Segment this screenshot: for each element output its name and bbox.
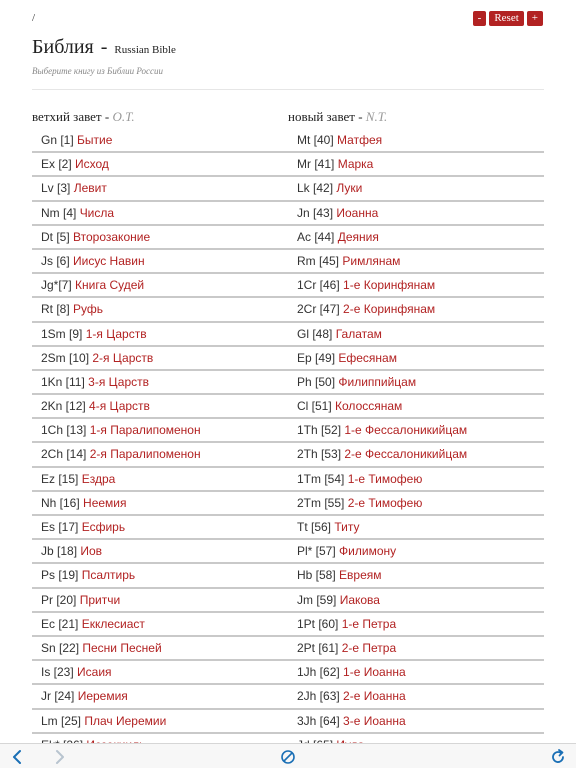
book-name-link[interactable]: Второзаконие xyxy=(73,229,151,244)
book-name-link[interactable]: Филиппийцам xyxy=(338,374,417,389)
new-testament-column xyxy=(288,108,544,758)
book-item[interactable] xyxy=(32,468,288,492)
zoom-controls xyxy=(473,11,543,26)
book-ref: 1Sm [9] xyxy=(41,326,83,341)
book-name-link[interactable]: 3-е Иоанна xyxy=(343,713,406,728)
book-item[interactable] xyxy=(288,298,544,322)
book-item[interactable] xyxy=(288,250,544,274)
book-item[interactable] xyxy=(288,589,544,613)
book-item[interactable] xyxy=(32,250,288,274)
old-testament-heading-text: ветхий завет - xyxy=(32,109,110,124)
page-subtitle: Выберите книгу из Библии России xyxy=(32,66,163,76)
browser-toolbar xyxy=(0,743,576,768)
book-ref: 3Jh [64] xyxy=(297,713,340,728)
book-ref: Jb [18] xyxy=(41,544,78,559)
book-ref: Pl* [57] xyxy=(297,544,336,559)
book-item[interactable] xyxy=(32,395,288,419)
book-item[interactable] xyxy=(288,226,544,250)
book-name-link[interactable]: Титу xyxy=(334,520,360,534)
book-item[interactable] xyxy=(32,323,288,347)
book-ref: Gl [48] xyxy=(297,326,333,341)
page-title xyxy=(32,36,176,59)
book-item[interactable] xyxy=(288,371,544,395)
breadcrumb[interactable]: / xyxy=(32,12,36,24)
book-ref: Cl [51] xyxy=(297,399,332,414)
book-name-link[interactable]: Иисус Навин xyxy=(73,253,145,268)
new-testament-heading xyxy=(288,108,544,129)
book-ref: Ps [19] xyxy=(41,568,79,583)
book-ref: 2Cr [47] xyxy=(297,302,340,317)
book-item[interactable] xyxy=(32,492,288,516)
book-name-link[interactable]: Песни Песней xyxy=(82,640,162,655)
book-item[interactable] xyxy=(32,226,288,250)
book-ref: 2Ch [14] xyxy=(41,447,87,462)
book-ref: Ec [21] xyxy=(41,616,79,631)
new-testament-list xyxy=(288,129,544,758)
book-name-link[interactable]: Бытие xyxy=(77,133,113,147)
book-name-link[interactable]: 3-я Царств xyxy=(88,374,150,389)
new-testament-heading-text: новый завет - xyxy=(288,109,363,124)
book-item[interactable] xyxy=(288,419,544,443)
book-item[interactable] xyxy=(32,661,288,685)
book-name-link[interactable]: Иов xyxy=(80,544,103,559)
book-item[interactable] xyxy=(32,419,288,443)
book-name-link[interactable]: Плач Иеремии xyxy=(84,713,167,728)
book-ref: 2Kn [12] xyxy=(41,399,86,414)
forward-icon[interactable] xyxy=(50,748,68,766)
book-ref: Ep [49] xyxy=(297,350,336,365)
book-item[interactable] xyxy=(32,298,288,322)
book-ref: Pr [20] xyxy=(41,592,77,607)
book-item[interactable] xyxy=(288,347,544,371)
book-name-link[interactable]: Матфея xyxy=(337,133,383,147)
book-name-link[interactable]: 1-я Царств xyxy=(85,326,147,341)
book-ref: Tt [56] xyxy=(297,520,332,534)
book-item[interactable] xyxy=(288,153,544,177)
book-name-link[interactable]: Псалтирь xyxy=(81,568,136,583)
book-name-link[interactable]: 1-я Паралипоменон xyxy=(89,423,201,438)
book-name-link[interactable]: Левит xyxy=(73,181,107,196)
book-name-link[interactable]: Деяния xyxy=(337,229,379,244)
book-item[interactable] xyxy=(288,443,544,467)
book-item[interactable] xyxy=(288,613,544,637)
book-name-link[interactable]: 2-е Петра xyxy=(341,640,397,655)
book-ref: Gn [1] xyxy=(41,133,74,147)
old-testament-column xyxy=(32,108,288,758)
old-testament-heading xyxy=(32,108,288,129)
book-ref: Ez [15] xyxy=(41,471,79,486)
book-ref: Rm [45] xyxy=(297,253,340,268)
book-ref: Sn [22] xyxy=(41,640,80,655)
book-item[interactable] xyxy=(32,177,288,201)
book-name-link[interactable]: Екклесиаст xyxy=(81,616,145,631)
book-ref: Ac [44] xyxy=(297,229,335,244)
book-name-link[interactable]: Галатам xyxy=(335,326,382,341)
book-item[interactable] xyxy=(32,564,288,588)
book-name-link[interactable]: Числа xyxy=(79,205,115,220)
new-testament-abbr: N.T. xyxy=(365,109,388,124)
book-item[interactable] xyxy=(288,710,544,734)
book-ref: 2Pt [61] xyxy=(297,640,339,655)
book-ref: Jm [59] xyxy=(297,592,337,607)
book-name-link[interactable]: 1-е Иоанна xyxy=(343,665,406,680)
book-ref: Ex [2] xyxy=(41,157,72,172)
book-name-link[interactable]: Ездра xyxy=(81,471,116,486)
book-ref: 2Jh [63] xyxy=(297,689,340,704)
book-ref: 1Tm [54] xyxy=(297,471,345,486)
book-name-link[interactable]: Есфирь xyxy=(81,520,126,534)
book-item[interactable] xyxy=(288,177,544,201)
book-item[interactable] xyxy=(32,274,288,298)
book-item[interactable] xyxy=(32,613,288,637)
zoom-in-button[interactable]: + xyxy=(527,11,543,26)
book-ref: Es [17] xyxy=(41,520,79,534)
book-name-link[interactable]: Книга Судей xyxy=(75,278,145,293)
book-ref: 1Cr [46] xyxy=(297,278,340,293)
page-title-sub: Russian Bible xyxy=(114,44,176,56)
book-name-link[interactable]: Колоссянам xyxy=(335,399,403,414)
book-ref: Nh [16] xyxy=(41,495,80,510)
stop-icon[interactable] xyxy=(279,748,297,766)
book-item[interactable] xyxy=(32,347,288,371)
zoom-reset-button[interactable]: Reset xyxy=(489,11,523,26)
book-item[interactable] xyxy=(32,371,288,395)
book-name-link[interactable]: 1-е Фессалоникийцам xyxy=(344,423,468,438)
book-item[interactable] xyxy=(288,129,544,153)
book-ref: 1Pt [60] xyxy=(297,616,339,631)
book-item[interactable] xyxy=(288,492,544,516)
old-testament-abbr: O.T. xyxy=(112,109,135,124)
book-ref: Lk [42] xyxy=(297,181,334,196)
book-item[interactable] xyxy=(32,685,288,709)
book-item[interactable] xyxy=(288,516,544,540)
book-name-link[interactable]: Иеремия xyxy=(77,689,128,704)
book-ref: 1Jh [62] xyxy=(297,665,340,680)
book-name-link[interactable]: Евреям xyxy=(339,568,382,583)
book-name-link[interactable]: Ефесянам xyxy=(338,350,397,365)
book-name-link[interactable]: Притчи xyxy=(79,592,121,607)
book-ref: Js [6] xyxy=(41,253,70,268)
book-name-link[interactable]: 4-я Царств xyxy=(89,399,150,414)
book-item[interactable] xyxy=(288,685,544,709)
header-divider xyxy=(32,89,544,90)
book-item[interactable] xyxy=(288,274,544,298)
book-item[interactable] xyxy=(288,661,544,685)
book-item[interactable] xyxy=(288,564,544,588)
book-name-link[interactable]: Исход xyxy=(75,157,109,172)
book-name-link[interactable]: Иакова xyxy=(339,592,380,607)
book-ref: Jg*[7] xyxy=(41,278,72,293)
book-ref: 2Tm [55] xyxy=(297,495,345,510)
book-name-link[interactable]: Исаия xyxy=(77,665,112,680)
book-name-link[interactable]: Луки xyxy=(336,181,363,196)
book-ref: 2Th [53] xyxy=(297,447,342,462)
book-item[interactable] xyxy=(288,323,544,347)
book-name-link[interactable]: Иоанна xyxy=(336,205,379,220)
book-name-link[interactable]: Руфь xyxy=(73,302,104,317)
zoom-out-button[interactable]: - xyxy=(473,11,487,26)
book-name-link[interactable]: 1-е Коринфянам xyxy=(343,278,436,293)
book-ref: Lm [25] xyxy=(41,713,82,728)
book-name-link[interactable]: Римлянам xyxy=(342,253,401,268)
book-item[interactable] xyxy=(32,637,288,661)
book-item[interactable] xyxy=(32,710,288,734)
book-name-link[interactable]: 2-е Иоанна xyxy=(343,689,406,704)
book-item[interactable] xyxy=(32,516,288,540)
book-item[interactable] xyxy=(32,129,288,153)
book-item[interactable] xyxy=(288,540,544,564)
book-name-link[interactable]: 2-е Фессалоникийцам xyxy=(344,447,468,462)
old-testament-list xyxy=(32,129,288,758)
book-item[interactable] xyxy=(32,443,288,467)
book-name-link[interactable]: 2-я Царств xyxy=(92,350,154,365)
book-ref: 1Ch [13] xyxy=(41,423,87,438)
book-ref: Dt [5] xyxy=(41,229,70,244)
book-ref: Nm [4] xyxy=(41,205,77,220)
book-item[interactable] xyxy=(288,395,544,419)
title-separator: - xyxy=(100,36,108,58)
book-ref: Mr [41] xyxy=(297,157,335,172)
reload-icon[interactable] xyxy=(549,748,567,766)
book-item[interactable] xyxy=(32,589,288,613)
book-item[interactable] xyxy=(288,202,544,226)
book-ref: 1Kn [11] xyxy=(41,374,85,389)
book-ref: Jn [43] xyxy=(297,205,334,220)
book-ref: Hb [58] xyxy=(297,568,336,583)
book-name-link[interactable]: 2-е Тимофею xyxy=(347,495,423,510)
book-item[interactable] xyxy=(288,468,544,492)
book-name-link[interactable]: Филимону xyxy=(339,544,397,559)
book-name-link[interactable]: Неемия xyxy=(83,495,127,510)
back-icon[interactable] xyxy=(9,748,27,766)
book-name-link[interactable]: 2-е Коринфянам xyxy=(343,302,436,317)
book-ref: Lv [3] xyxy=(41,181,71,196)
book-ref: Mt [40] xyxy=(297,133,334,147)
book-name-link[interactable]: Марка xyxy=(337,157,374,172)
book-ref: Rt [8] xyxy=(41,302,70,317)
page-title-text: Библия xyxy=(32,36,94,58)
book-name-link[interactable]: 2-я Паралипоменон xyxy=(89,447,201,462)
book-ref: Is [23] xyxy=(41,665,74,680)
book-ref: Ph [50] xyxy=(297,374,336,389)
book-ref: 1Th [52] xyxy=(297,423,342,438)
book-ref: 2Sm [10] xyxy=(41,350,90,365)
book-item[interactable] xyxy=(32,153,288,177)
book-item[interactable] xyxy=(32,202,288,226)
book-item[interactable] xyxy=(32,540,288,564)
book-name-link[interactable]: 1-е Петра xyxy=(341,616,397,631)
book-ref: Jr [24] xyxy=(41,689,75,704)
book-name-link[interactable]: 1-е Тимофею xyxy=(347,471,423,486)
book-item[interactable] xyxy=(288,637,544,661)
